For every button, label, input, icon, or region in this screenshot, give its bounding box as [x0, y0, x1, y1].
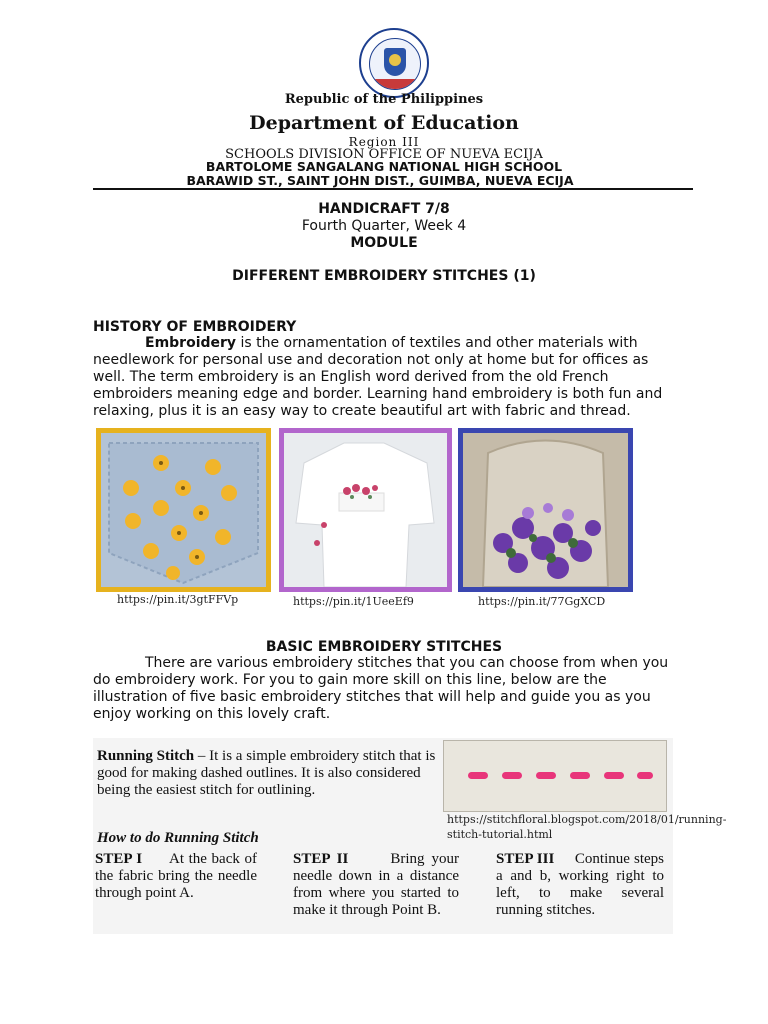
- embroidery-term: Embroidery: [145, 335, 237, 351]
- history-text: is the ornamentation of textiles and other materials with needlework for personal use and decoration not only at home but for offices as well. The term embroidery is an English word derived from the old French embroiders meaning edge and border. Learning hand embroidery is both fun and relaxing, plus it is an easy way to create beautiful art with fabric and thread.: [93, 335, 663, 419]
- step-2: [293, 851, 459, 919]
- step-3-label: STEP III: [496, 851, 555, 867]
- backpack-photo: [458, 428, 633, 592]
- stitch-dash: [502, 772, 522, 779]
- shield-icon: [384, 48, 406, 76]
- step-1-label: STEP I: [95, 851, 143, 867]
- header-divider: [93, 188, 693, 190]
- seal-band: [370, 79, 420, 89]
- stitch-dash: [570, 772, 590, 779]
- step-1: [95, 851, 257, 902]
- history-paragraph: [93, 335, 675, 420]
- photo-caption-1: https://pin.it/3gtFFVp: [117, 593, 239, 606]
- republic-line: Republic of the Philippines: [284, 92, 484, 107]
- white-shirt-photo: [279, 428, 452, 592]
- running-stitch-source-link: https://stitchfloral.blogspot.com/2018/01/running-stitch-tutorial.html: [447, 813, 727, 841]
- region-line: Region III: [348, 135, 420, 149]
- step-1-text: At the back of the fabric bring the needle through point A.: [95, 851, 257, 901]
- step-2-text: Bring your needle down in a distance from where you started to make it through Point B.: [293, 851, 459, 918]
- backpack-image: [463, 433, 628, 587]
- step-2-label: STEP II: [293, 851, 349, 867]
- division-line: SCHOOLS DIVISION OFFICE OF NUEVA ECIJA: [225, 147, 543, 162]
- howto-heading: How to do Running Stitch: [97, 830, 259, 846]
- stitch-dash: [637, 772, 653, 779]
- running-stitch-name: Running Stitch: [97, 748, 195, 764]
- department-name: Department of Education: [249, 112, 519, 134]
- denim-pocket-photo: [96, 428, 271, 592]
- quarter-line: Fourth Quarter, Week 4: [301, 218, 467, 234]
- subject-title: HANDICRAFT 7/8: [318, 201, 450, 217]
- step-3: [496, 851, 664, 919]
- history-heading: HISTORY OF EMBROIDERY: [93, 319, 297, 335]
- deped-seal-logo: [359, 28, 429, 98]
- basic-stitches-paragraph: [93, 655, 679, 723]
- running-stitch-fabric-image: [443, 740, 667, 812]
- school-name: BARTOLOME SANGALANG NATIONAL HIGH SCHOOL: [205, 159, 563, 174]
- running-stitch-panel: [93, 738, 727, 934]
- photo-caption-2: https://pin.it/1UeeEf9: [293, 595, 414, 608]
- running-stitch-text: – It is a simple embroidery stitch that is good for making dashed outlines. It is also considered being the easiest stitch for outlining.: [97, 748, 436, 798]
- step-3-text: Continue steps a and b, working right to left, to make several running stitches.: [496, 851, 665, 918]
- basic-stitches-text: There are various embroidery stitches that you can choose from when you do embroidery work. For you to gain more skill on this line, below are the illustration of five basic embroidery stitches that will help and guide you as you enjoy working on this lovely craft.: [93, 655, 669, 722]
- lesson-title: DIFFERENT EMBROIDERY STITCHES (1): [232, 268, 536, 284]
- white-shirt-image: [284, 433, 447, 587]
- module-label: MODULE: [350, 235, 418, 251]
- stitch-dash: [468, 772, 488, 779]
- stitch-dash: [604, 772, 624, 779]
- school-address: BARAWID ST., SAINT JOHN DIST., GUIMBA, NUEVA ECIJA: [186, 173, 574, 188]
- photo-caption-3: https://pin.it/77GgXCD: [478, 595, 606, 608]
- seal-emblem: [369, 38, 421, 90]
- stitch-dash: [536, 772, 556, 779]
- basic-stitches-heading: BASIC EMBROIDERY STITCHES: [265, 639, 503, 655]
- denim-pocket-image: [101, 433, 266, 587]
- running-stitch-description: [97, 748, 437, 799]
